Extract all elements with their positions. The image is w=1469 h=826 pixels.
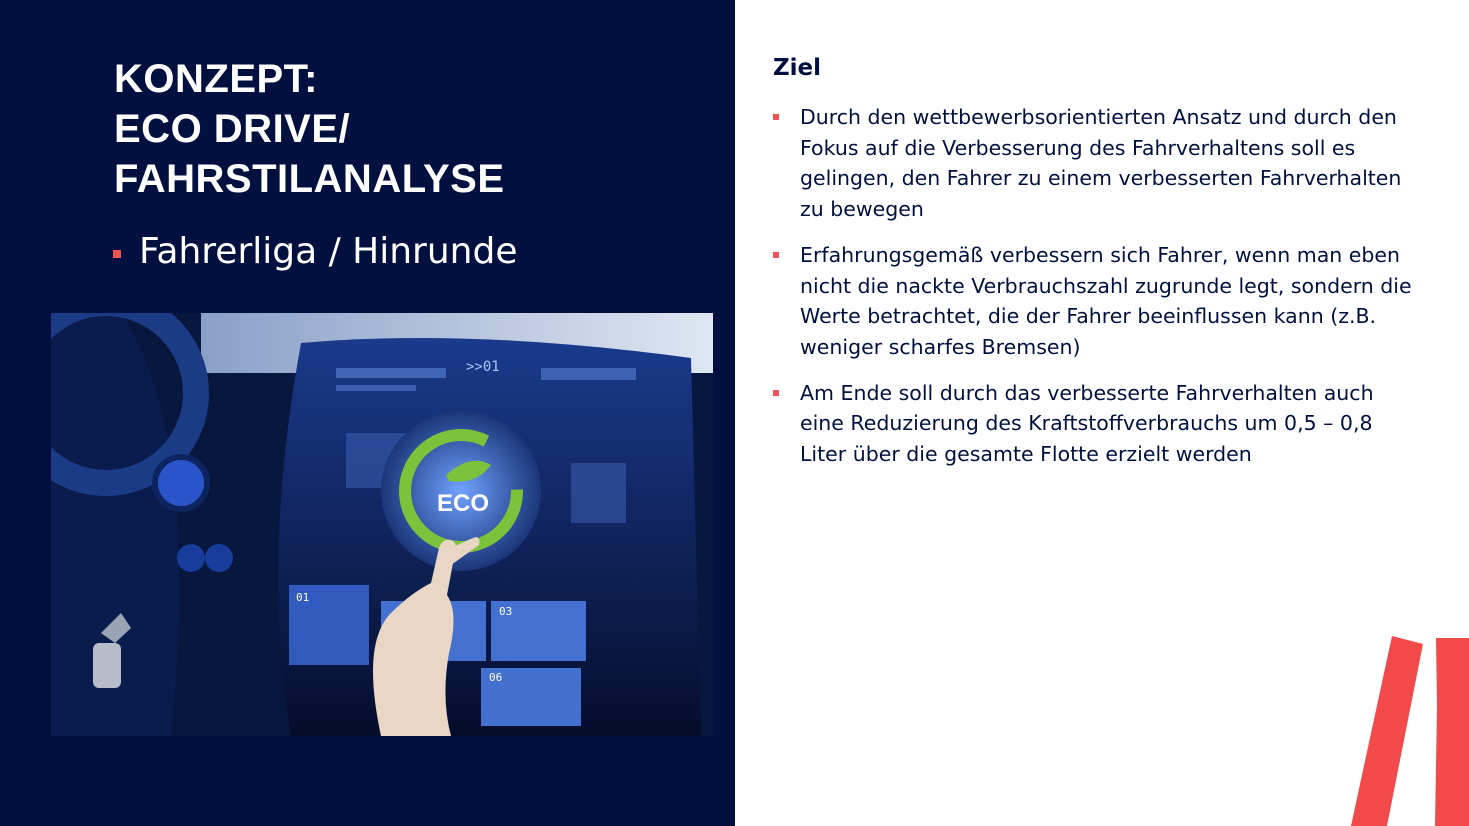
right-panel	[735, 0, 1469, 826]
section-heading: Ziel	[773, 55, 822, 81]
title-line-3: FAHRSTILANALYSE	[114, 157, 505, 201]
eco-dashboard-photo	[51, 313, 713, 736]
bullet-marker	[773, 114, 779, 120]
eco-label: ECO	[437, 490, 490, 517]
goal-list	[773, 102, 1423, 485]
tile-03: 03	[499, 605, 513, 618]
tile-01: 01	[296, 591, 310, 604]
slide-title	[114, 54, 505, 204]
list-item-text: Durch den wettbewerbsorientierten Ansatz und durch den Fokus auf die Verbesserung des Fahrverhaltens soll es gelingen, den Fahrer zu einem verbesserten Fahrverhalten zu bewegen	[800, 105, 1402, 222]
list-item-text: Erfahrungsgemäß verbessern sich Fahrer, wenn man eben nicht die nackte Verbrauchszahl zugrunde legt, sondern die Werte betrachtet, die der Fahrer beeinflussen kann (z.B. weniger scharfes Bremsen)	[800, 242, 1412, 359]
title-line-1: KONZEPT:	[114, 57, 318, 101]
list-item	[773, 102, 1423, 225]
subtitle-text: Fahrerliga / Hinrunde	[139, 231, 518, 272]
list-item-text: Am Ende soll durch das verbesserte Fahrverhalten auch eine Reduzierung des Kraftstoffverbrauchs um 0,5 – 0,8 Liter über die gesamte Flotte erzielt werden	[800, 380, 1374, 467]
list-item	[773, 378, 1423, 470]
subtitle	[113, 230, 518, 274]
tile-06: 06	[489, 671, 503, 684]
screen-header: >>01	[466, 359, 500, 375]
bullet-marker	[773, 252, 779, 258]
title-line-2: ECO DRIVE/	[114, 107, 351, 151]
list-item	[773, 240, 1423, 363]
bullet-marker	[773, 390, 779, 396]
subtitle-bullet	[113, 250, 121, 258]
brand-stripes-logo	[1349, 636, 1469, 826]
